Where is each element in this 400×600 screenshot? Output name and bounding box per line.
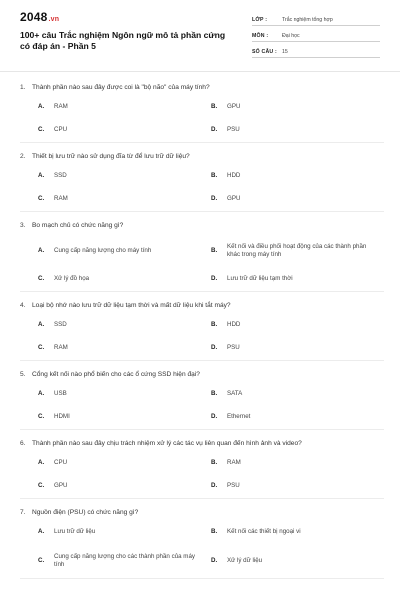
question-1	[20, 74, 384, 143]
meta-label: SỐ CÂU :	[252, 49, 277, 55]
option-letter: C.	[38, 344, 45, 352]
option-text: GPU	[54, 482, 68, 490]
question-4	[20, 292, 384, 361]
option-letter: A.	[38, 390, 45, 398]
option-text: RAM	[227, 459, 241, 467]
option-letter: D.	[211, 556, 218, 564]
options	[20, 234, 384, 291]
option-letter: C.	[38, 195, 45, 203]
option-b[interactable]	[211, 383, 384, 406]
options	[20, 383, 384, 429]
options	[20, 165, 384, 211]
question-7	[20, 499, 384, 579]
header-divider	[0, 71, 400, 72]
option-text: Cung cấp năng lượng cho máy tính	[54, 246, 152, 254]
question-number: 1.	[20, 84, 26, 91]
option-letter: B.	[211, 103, 218, 111]
option-c[interactable]	[38, 475, 211, 498]
option-letter: A.	[38, 103, 45, 111]
question-body: Thành phần nào sau đây được coi là "bộ não" của máy tính?	[32, 84, 210, 91]
option-letter: A.	[38, 172, 45, 180]
option-text: CPU	[54, 459, 68, 467]
question-6	[20, 430, 384, 499]
option-text: HDD	[227, 172, 241, 180]
question-number: 6.	[20, 440, 26, 447]
question-text	[20, 439, 384, 448]
option-text: SSD	[54, 172, 67, 180]
option-letter: D.	[211, 195, 218, 203]
option-letter: D.	[211, 413, 218, 421]
option-text: Ethernet	[227, 413, 251, 421]
option-text: Xử lý dữ liệu	[227, 556, 263, 564]
option-letter: B.	[211, 246, 218, 254]
option-c[interactable]	[38, 268, 211, 291]
option-b[interactable]	[211, 234, 384, 268]
option-d[interactable]	[211, 188, 384, 211]
option-letter: A.	[38, 321, 45, 329]
question-number: 2.	[20, 153, 26, 160]
option-b[interactable]	[211, 96, 384, 119]
question-number: 5.	[20, 371, 26, 378]
option-d[interactable]	[211, 406, 384, 429]
exam-meta	[252, 13, 380, 61]
option-letter: B.	[211, 528, 218, 536]
page-header	[0, 0, 400, 66]
option-letter: C.	[38, 275, 45, 283]
question-3	[20, 212, 384, 292]
option-text: RAM	[54, 344, 68, 352]
option-text: CPU	[54, 126, 68, 134]
option-text: Cung cấp năng lượng cho các thành phần của máy tính	[54, 552, 195, 568]
option-c[interactable]	[38, 188, 211, 211]
option-text: SATA	[227, 390, 243, 398]
option-b[interactable]	[211, 165, 384, 188]
option-c[interactable]	[38, 337, 211, 360]
question-list	[20, 74, 384, 579]
options	[20, 314, 384, 360]
meta-row-subject	[252, 29, 380, 42]
option-b[interactable]	[211, 521, 384, 544]
option-letter: D.	[211, 344, 218, 352]
logo-main: 2048	[20, 10, 48, 24]
options	[20, 452, 384, 498]
question-body: Bo mạch chủ có chức năng gì?	[32, 222, 124, 229]
option-c[interactable]	[38, 544, 211, 578]
option-text: RAM	[54, 195, 68, 203]
question-2	[20, 143, 384, 212]
option-b[interactable]	[211, 314, 384, 337]
question-body: Thiết bị lưu trữ nào sử dụng đĩa từ để lưu trữ dữ liệu?	[32, 153, 190, 160]
option-a[interactable]	[38, 234, 211, 268]
options	[20, 96, 384, 142]
option-text: PSU	[227, 344, 240, 352]
option-a[interactable]	[38, 314, 211, 337]
meta-row-count	[252, 45, 380, 58]
option-a[interactable]	[38, 452, 211, 475]
question-body: Thành phần nào sau đây chịu trách nhiệm xử lý các tác vụ liên quan đến hình ảnh và video?	[32, 440, 302, 447]
option-a[interactable]	[38, 521, 211, 544]
option-text: GPU	[227, 103, 241, 111]
meta-value: Đại học	[282, 33, 300, 39]
question-text	[20, 83, 384, 92]
option-text: PSU	[227, 126, 240, 134]
option-text: Kết nối và điều phối hoạt động của các thành phần khác trong máy tính	[227, 242, 367, 258]
question-number: 3.	[20, 222, 26, 229]
question-body: Nguồn điện (PSU) có chức năng gì?	[32, 509, 139, 516]
option-letter: A.	[38, 459, 45, 467]
meta-row-class	[252, 13, 380, 26]
option-letter: A.	[38, 246, 45, 254]
option-letter: B.	[211, 390, 218, 398]
question-text	[20, 370, 384, 379]
question-body: Cổng kết nối nào phổ biến cho các ổ cứng SSD hiện đại?	[32, 371, 200, 378]
option-text: RAM	[54, 103, 68, 111]
meta-label: MÔN :	[252, 33, 269, 39]
option-letter: C.	[38, 413, 45, 421]
logo-tld: .vn	[48, 16, 60, 23]
option-a[interactable]	[38, 96, 211, 119]
option-letter: D.	[211, 126, 218, 134]
option-letter: C.	[38, 556, 45, 564]
meta-value: 15	[282, 49, 288, 55]
option-c[interactable]	[38, 119, 211, 142]
option-d[interactable]	[211, 475, 384, 498]
option-d[interactable]	[211, 337, 384, 360]
option-letter: D.	[211, 275, 218, 283]
question-text	[20, 508, 384, 517]
options	[20, 521, 384, 578]
option-letter: A.	[38, 528, 45, 536]
option-text: PSU	[227, 482, 240, 490]
question-text	[20, 301, 384, 310]
option-letter: C.	[38, 126, 45, 134]
option-letter: C.	[38, 482, 45, 490]
question-text	[20, 221, 384, 230]
option-text: HDD	[227, 321, 241, 329]
exam-title: 100+ câu Trắc nghiệm Ngôn ngữ mô tả phần cứng có đáp án - Phần 5	[20, 30, 226, 51]
meta-value: Trắc nghiệm tổng hợp	[282, 17, 333, 23]
option-a[interactable]	[38, 383, 211, 406]
option-text: HDMI	[54, 413, 70, 421]
question-text	[20, 152, 384, 161]
question-5	[20, 361, 384, 430]
option-text: GPU	[227, 195, 241, 203]
option-letter: B.	[211, 459, 218, 467]
option-letter: B.	[211, 321, 218, 329]
option-text: SSD	[54, 321, 67, 329]
option-text: USB	[54, 390, 67, 398]
option-text: Kết nối các thiết bị ngoại vi	[227, 528, 301, 536]
question-body: Loại bộ nhớ nào lưu trữ dữ liệu tạm thời và mất dữ liệu khi tắt máy?	[32, 302, 231, 309]
option-letter: B.	[211, 172, 218, 180]
option-d[interactable]	[211, 268, 384, 291]
option-text: Xử lý đồ họa	[54, 275, 90, 283]
option-c[interactable]	[38, 406, 211, 429]
option-a[interactable]	[38, 165, 211, 188]
question-number: 7.	[20, 509, 26, 516]
question-number: 4.	[20, 302, 26, 309]
option-text: Lưu trữ dữ liệu	[54, 528, 96, 536]
option-d[interactable]	[211, 544, 384, 578]
option-text: Lưu trữ dữ liệu tạm thời	[227, 275, 293, 283]
meta-label: LỚP :	[252, 17, 268, 23]
option-letter: D.	[211, 482, 218, 490]
option-d[interactable]	[211, 119, 384, 142]
option-b[interactable]	[211, 452, 384, 475]
